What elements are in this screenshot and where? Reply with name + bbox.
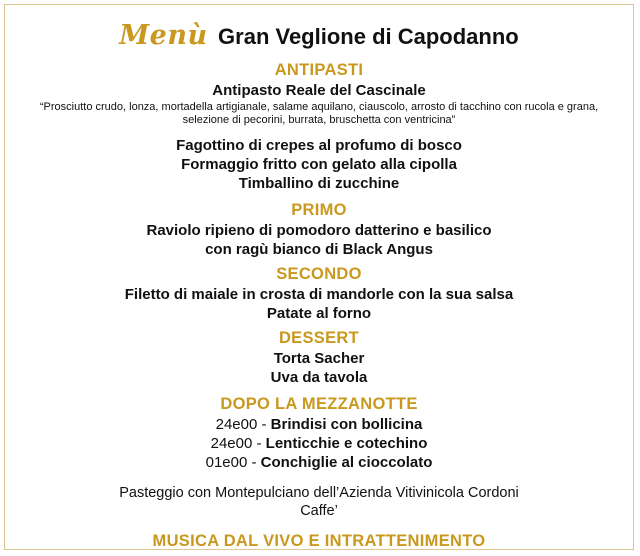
dish-item: Patate al forno: [266, 305, 372, 322]
item-name: Conchiglie al cioccolato: [260, 454, 433, 471]
dish-item: Raviolo ripieno di pomodoro datterino e basilico: [146, 222, 492, 239]
wine-note: Pasteggio con Montepulciano dell’Azienda Vitivinicola Cordoni: [119, 485, 519, 501]
dish-item: con ragù bianco di Black Angus: [205, 241, 433, 258]
timed-item: [4, 434, 634, 453]
dish-item: Formaggio fritto con gelato alla cipolla: [181, 156, 457, 173]
timed-item: [4, 453, 634, 472]
item-name: Lenticchie e cotechino: [265, 435, 428, 452]
coffee-note: Caffe’: [300, 503, 338, 519]
dish-item: Filetto di maiale in crosta di mandorle con la sua salsa: [124, 286, 514, 303]
item-time: 01e00 -: [205, 454, 261, 471]
antipasto-description: “Prosciutto crudo, lonza, mortadella artigianale, salame aquilano, ciauscolo, arrosto di tacchino con rucola e grana, selezione di pecorini, burrata, bruschetta con ventricina”: [39, 101, 599, 126]
dish-item: Torta Sacher: [273, 350, 365, 367]
item-time: 24e00 -: [215, 416, 271, 433]
item-time: 24e00 -: [210, 435, 266, 452]
section-antipasti-heading: ANTIPASTI: [274, 61, 364, 79]
section-dessert-heading: DESSERT: [278, 329, 360, 347]
antipasto-main-dish: Antipasto Reale del Cascinale: [212, 82, 426, 99]
menu-card: [4, 4, 634, 552]
antipasti-dish-list: [4, 136, 634, 193]
page-title: Gran Veglione di Capodanno: [218, 24, 519, 49]
music-banner: MUSICA DAL VIVO E INTRATTENIMENTO: [152, 532, 486, 550]
title-row: [4, 17, 634, 55]
item-name: Brindisi con bollicina: [270, 416, 423, 433]
section-dopo-heading: DOPO LA MEZZANOTTE: [220, 395, 418, 413]
menu-word: Menù: [119, 20, 208, 51]
dish-item: Fagottino di crepes al profumo di bosco: [176, 137, 462, 154]
section-secondo-heading: SECONDO: [276, 265, 362, 283]
section-primo-heading: PRIMO: [291, 201, 347, 219]
timed-item: [4, 415, 634, 434]
dish-item: Uva da tavola: [270, 369, 368, 386]
dish-item: Timballino di zucchine: [238, 175, 400, 192]
